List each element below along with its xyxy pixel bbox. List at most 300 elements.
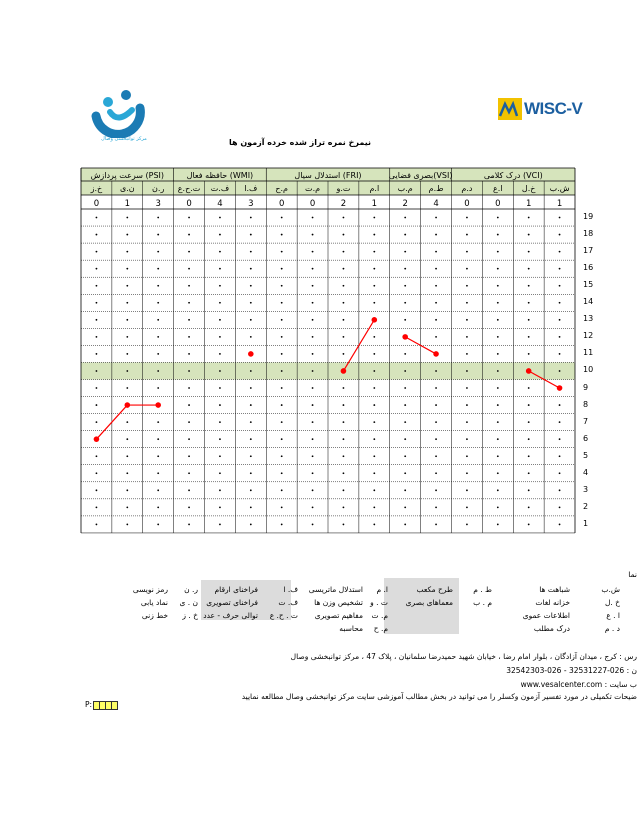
grid-dot xyxy=(126,353,128,355)
grid-dot xyxy=(497,472,499,474)
grid-dot xyxy=(528,404,530,406)
row-label: 6 xyxy=(583,433,589,443)
grid-dot xyxy=(219,421,221,423)
grid-dot xyxy=(96,251,98,253)
grid-dot xyxy=(497,387,499,389)
legend-code: ش.ب xyxy=(601,585,620,594)
grid-dot xyxy=(466,506,468,508)
legend-name: محاسبه xyxy=(339,624,363,633)
grid-dot xyxy=(559,404,561,406)
grid-dot xyxy=(157,489,159,491)
grid-dot xyxy=(281,370,283,372)
grid-dot xyxy=(250,404,252,406)
profile-point xyxy=(433,351,439,357)
grid-dot xyxy=(219,302,221,304)
legend-code: خ . ز xyxy=(182,611,198,620)
grid-dot xyxy=(528,387,530,389)
row-label: 17 xyxy=(583,246,594,256)
legend-code: ط . م xyxy=(473,585,492,594)
grid-dot xyxy=(466,421,468,423)
legend-name: شباهت ها xyxy=(539,585,570,594)
grid-dot xyxy=(188,455,190,457)
grid-dot xyxy=(343,438,345,440)
subtest-abbr: ا.ع xyxy=(493,184,503,193)
profile-point xyxy=(248,351,254,357)
grid-dot xyxy=(404,251,406,253)
website-line: ب سایت : www.vesalcenter.com xyxy=(520,680,637,689)
grid-dot xyxy=(188,370,190,372)
grid-dot xyxy=(96,268,98,270)
grid-dot xyxy=(497,353,499,355)
grid-dot xyxy=(404,268,406,270)
grid-dot xyxy=(126,217,128,219)
grid-dot xyxy=(373,336,375,338)
grid-dot xyxy=(281,217,283,219)
grid-dot xyxy=(188,472,190,474)
grid-dot xyxy=(466,455,468,457)
grid-dot xyxy=(312,336,314,338)
grid-dot xyxy=(404,370,406,372)
p-indicator xyxy=(85,700,118,710)
legend-name: فراخنای تصویری xyxy=(206,598,258,607)
grid-dot xyxy=(96,524,98,526)
grid-dot xyxy=(373,455,375,457)
grid-dot xyxy=(559,489,561,491)
grid-dot xyxy=(343,489,345,491)
legend-code: ت . و xyxy=(370,598,388,607)
grid-dot xyxy=(157,524,159,526)
grid-dot xyxy=(435,268,437,270)
address-line: رس : کرج ، میدان آزادگان ، بلوار امام رضا ، خیابان شهید حمیدرضا سلمانیان ، پلاک 47 ، مرکز توانبخشی وصال xyxy=(290,652,637,661)
grid-dot xyxy=(528,234,530,236)
grid-dot xyxy=(373,370,375,372)
grid-dot xyxy=(404,404,406,406)
subtest-abbr: ر.ن xyxy=(152,184,165,193)
grid-dot xyxy=(126,234,128,236)
grid-dot xyxy=(250,268,252,270)
grid-dot xyxy=(435,524,437,526)
grid-dot xyxy=(281,472,283,474)
grid-dot xyxy=(404,524,406,526)
grid-dot xyxy=(96,285,98,287)
grid-dot xyxy=(528,455,530,457)
grid-dot xyxy=(466,268,468,270)
grid-dot xyxy=(497,251,499,253)
subtest-score: 0 xyxy=(93,199,100,209)
grid-dot xyxy=(281,506,283,508)
grid-dot xyxy=(312,524,314,526)
grid-dot xyxy=(126,472,128,474)
grid-dot xyxy=(528,217,530,219)
grid-dot xyxy=(373,506,375,508)
grid-dot xyxy=(373,353,375,355)
subtest-score: 0 xyxy=(309,199,316,209)
grid-dot xyxy=(96,455,98,457)
grid-dot xyxy=(466,353,468,355)
grid-dot xyxy=(188,336,190,338)
grid-dot xyxy=(404,387,406,389)
grid-dot xyxy=(343,472,345,474)
grid-dot xyxy=(528,472,530,474)
grid-dot xyxy=(466,319,468,321)
grid-dot xyxy=(250,387,252,389)
row-label: 8 xyxy=(583,399,589,409)
grid-dot xyxy=(528,336,530,338)
grid-dot xyxy=(312,302,314,304)
grid-dot xyxy=(157,421,159,423)
row-label: 12 xyxy=(583,331,594,341)
grid-dot xyxy=(250,421,252,423)
grid-dot xyxy=(157,455,159,457)
grid-dot xyxy=(343,404,345,406)
grid-dot xyxy=(373,387,375,389)
grid-dot xyxy=(219,217,221,219)
row-label: 16 xyxy=(583,263,594,273)
legend-name: توالی حرف - عدد xyxy=(203,611,258,620)
grid-dot xyxy=(126,370,128,372)
grid-dot xyxy=(559,336,561,338)
grid-dot xyxy=(312,268,314,270)
wisc-logo-text: WISC-V xyxy=(524,99,583,118)
grid-dot xyxy=(404,285,406,287)
grid-dot xyxy=(312,319,314,321)
legend-name: اطلاعات عموی xyxy=(522,611,570,620)
grid-dot xyxy=(157,370,159,372)
grid-dot xyxy=(281,251,283,253)
grid-dot xyxy=(404,353,406,355)
grid-dot xyxy=(188,285,190,287)
grid-dot xyxy=(435,404,437,406)
legend-code: ا. م xyxy=(376,585,388,594)
grid-dot xyxy=(435,217,437,219)
grid-dot xyxy=(343,251,345,253)
grid-dot xyxy=(96,234,98,236)
grid-dot xyxy=(312,489,314,491)
grid-dot xyxy=(157,234,159,236)
group-label: حافظه فعال (WMI) xyxy=(186,171,254,180)
grid-dot xyxy=(219,319,221,321)
subtest-abbr: ط.م xyxy=(428,184,444,193)
legend-name: خط زنی xyxy=(141,611,168,620)
grid-dot xyxy=(559,234,561,236)
subtest-score: 0 xyxy=(186,199,192,209)
subtest-score: 1 xyxy=(371,199,378,209)
grid-dot xyxy=(497,506,499,508)
grid-dot xyxy=(250,336,252,338)
grid-dot xyxy=(497,302,499,304)
grid-dot xyxy=(373,251,375,253)
grid-dot xyxy=(343,268,345,270)
grid-dot xyxy=(312,251,314,253)
legend-code: د . م xyxy=(604,624,620,633)
grid-dot xyxy=(559,217,561,219)
grid-dot xyxy=(528,524,530,526)
grid-dot xyxy=(312,455,314,457)
grid-dot xyxy=(219,404,221,406)
grid-dot xyxy=(466,438,468,440)
subtest-abbr: خ.ل xyxy=(521,184,536,193)
legend-name: معماهای بصری xyxy=(405,598,453,607)
grid-dot xyxy=(343,387,345,389)
grid-dot xyxy=(219,370,221,372)
subtest-abbr: ش.ب xyxy=(549,184,570,193)
subtest-abbr: ا.م xyxy=(369,184,380,193)
grid-dot xyxy=(157,251,159,253)
grid-dot xyxy=(497,217,499,219)
grid-dot xyxy=(373,489,375,491)
grid-dot xyxy=(188,217,190,219)
subtest-score: 2 xyxy=(402,199,408,209)
grid-dot xyxy=(188,524,190,526)
grid-dot xyxy=(528,268,530,270)
grid-dot xyxy=(559,421,561,423)
logo-caption: مرکز توانبخشی وصال xyxy=(101,136,147,142)
grid-dot xyxy=(96,489,98,491)
grid-dot xyxy=(559,438,561,440)
grid-dot xyxy=(373,285,375,287)
grid-dot xyxy=(219,506,221,508)
grid-dot xyxy=(528,506,530,508)
subtest-abbr: ف.ا xyxy=(244,184,258,193)
profile-point xyxy=(402,334,408,340)
subtest-score: 1 xyxy=(556,199,563,209)
grid-dot xyxy=(281,455,283,457)
grid-dot xyxy=(497,285,499,287)
grid-dot xyxy=(126,506,128,508)
grid-dot xyxy=(373,421,375,423)
legend-code: ف. ا xyxy=(283,585,298,594)
grid-dot xyxy=(281,336,283,338)
grid-dot xyxy=(559,268,561,270)
page-title: نیمرخ نمره تراز شده خرده آزمون ها xyxy=(229,138,371,147)
grid-dot xyxy=(188,268,190,270)
grid-dot xyxy=(188,421,190,423)
subtest-abbr: د.م xyxy=(461,184,473,193)
row-label: 5 xyxy=(583,450,589,460)
grid-dot xyxy=(497,524,499,526)
grid-dot xyxy=(312,217,314,219)
grid-dot xyxy=(435,234,437,236)
grid-dot xyxy=(466,336,468,338)
grid-dot xyxy=(219,387,221,389)
profile-point xyxy=(557,385,563,391)
grid-dot xyxy=(312,421,314,423)
grid-dot xyxy=(404,489,406,491)
grid-dot xyxy=(157,319,159,321)
subtest-score: 2 xyxy=(340,199,347,209)
legend-code: خ .ل xyxy=(604,598,620,607)
grid-dot xyxy=(559,472,561,474)
grid-dot xyxy=(559,319,561,321)
grid-dot xyxy=(435,370,437,372)
grid-dot xyxy=(157,336,159,338)
grid-dot xyxy=(528,438,530,440)
legend-name: فراخنای ارقام xyxy=(214,585,258,594)
grid-dot xyxy=(281,524,283,526)
subtest-abbr: ت.ح.ع xyxy=(177,184,201,193)
grid-dot xyxy=(126,489,128,491)
grid-dot xyxy=(250,370,252,372)
row-label: 19 xyxy=(583,212,594,221)
grid-dot xyxy=(373,472,375,474)
grid-dot xyxy=(219,455,221,457)
grid-dot xyxy=(343,455,345,457)
row-label: 14 xyxy=(583,297,594,307)
grid-dot xyxy=(250,319,252,321)
profile-point xyxy=(372,317,378,323)
grid-dot xyxy=(343,302,345,304)
legend-name: رمز نویسی xyxy=(132,585,168,594)
profile-point xyxy=(125,402,131,408)
subtest-abbr: خ.ز xyxy=(90,184,103,193)
grid-dot xyxy=(497,421,499,423)
grid-dot xyxy=(312,404,314,406)
grid-dot xyxy=(404,472,406,474)
grid-dot xyxy=(559,302,561,304)
grid-dot xyxy=(281,302,283,304)
grid-dot xyxy=(435,489,437,491)
legend-code: م. ح xyxy=(373,624,388,633)
grid-dot xyxy=(435,285,437,287)
grid-dot xyxy=(312,438,314,440)
grid-dot xyxy=(96,472,98,474)
grid-dot xyxy=(435,319,437,321)
grid-dot xyxy=(250,506,252,508)
group-label: درک کلامی (VCI) xyxy=(483,171,543,180)
row-label: 15 xyxy=(583,280,594,290)
grid-dot xyxy=(281,489,283,491)
grid-dot xyxy=(281,285,283,287)
grid-dot xyxy=(559,455,561,457)
legend-code: ن . ی xyxy=(179,598,198,607)
grid-dot xyxy=(126,302,128,304)
grid-dot xyxy=(466,524,468,526)
grid-dot xyxy=(219,438,221,440)
grid-dot xyxy=(219,353,221,355)
subtest-score: 4 xyxy=(217,199,223,209)
row-label: 4 xyxy=(583,467,589,477)
grid-dot xyxy=(126,524,128,526)
grid-dot xyxy=(188,404,190,406)
grid-dot xyxy=(157,302,159,304)
legend-code: ر. ن xyxy=(184,585,198,594)
p-label: P: xyxy=(85,700,93,709)
legend-name: طرح مکعب xyxy=(416,585,453,594)
profile-point xyxy=(526,368,532,374)
grid-dot xyxy=(435,506,437,508)
grid-dot xyxy=(435,455,437,457)
grid-dot xyxy=(219,285,221,287)
grid-dot xyxy=(466,489,468,491)
grid-dot xyxy=(373,217,375,219)
grid-dot xyxy=(343,285,345,287)
p-cell xyxy=(111,701,118,710)
grid-dot xyxy=(559,285,561,287)
grid-dot xyxy=(126,319,128,321)
row-label: 1 xyxy=(583,518,589,528)
grid-dot xyxy=(188,506,190,508)
subtest-score: 1 xyxy=(525,199,532,209)
grid-dot xyxy=(466,387,468,389)
grid-dot xyxy=(157,285,159,287)
grid-dot xyxy=(343,506,345,508)
grid-dot xyxy=(343,234,345,236)
grid-dot xyxy=(528,251,530,253)
grid-dot xyxy=(96,421,98,423)
note-line: ضیحات تکمیلی در مورد تفسیر آزمون وکسلر را می توانید در بخش مطالب آموزشی سایت مرکز توانبخشی وصال مطالعه نمایید xyxy=(241,692,637,701)
grid-dot xyxy=(497,319,499,321)
grid-dot xyxy=(157,353,159,355)
subtest-abbr: م.ت xyxy=(305,184,321,193)
row-label: 3 xyxy=(583,484,589,494)
grid-dot xyxy=(126,268,128,270)
grid-dot xyxy=(404,506,406,508)
grid-dot xyxy=(559,370,561,372)
grid-dot xyxy=(219,251,221,253)
grid-dot xyxy=(188,353,190,355)
grid-dot xyxy=(219,336,221,338)
subtest-abbr: ن.ی xyxy=(119,184,135,193)
grid-dot xyxy=(188,251,190,253)
grid-dot xyxy=(312,387,314,389)
grid-dot xyxy=(528,319,530,321)
grid-dot xyxy=(559,524,561,526)
grid-dot xyxy=(157,387,159,389)
row-label: 9 xyxy=(583,382,589,392)
grid-dot xyxy=(188,387,190,389)
grid-dot xyxy=(497,489,499,491)
grid-dot xyxy=(219,472,221,474)
legend-code: م . ب xyxy=(473,598,492,607)
grid-dot xyxy=(250,285,252,287)
grid-dot xyxy=(219,268,221,270)
grid-dot xyxy=(157,472,159,474)
grid-dot xyxy=(373,302,375,304)
legend-name: درک مطلب xyxy=(533,624,570,633)
grid-dot xyxy=(312,472,314,474)
grid-dot xyxy=(312,506,314,508)
grid-dot xyxy=(373,524,375,526)
grid-dot xyxy=(157,217,159,219)
profile-point xyxy=(155,402,161,408)
legend-name: خزانه لغات xyxy=(535,598,570,607)
grid-dot xyxy=(96,336,98,338)
grid-dot xyxy=(343,217,345,219)
subtest-score: 4 xyxy=(433,199,439,209)
grid-dot xyxy=(96,302,98,304)
grid-dot xyxy=(497,370,499,372)
grid-dot xyxy=(312,370,314,372)
grid-dot xyxy=(373,438,375,440)
grid-dot xyxy=(188,302,190,304)
grid-dot xyxy=(528,489,530,491)
grid-dot xyxy=(250,472,252,474)
grid-dot xyxy=(96,387,98,389)
grid-dot xyxy=(343,421,345,423)
grid-dot xyxy=(188,234,190,236)
row-label: 18 xyxy=(583,229,594,239)
grid-dot xyxy=(559,251,561,253)
grid-dot xyxy=(157,438,159,440)
grid-dot xyxy=(157,506,159,508)
grid-dot xyxy=(126,455,128,457)
grid-dot xyxy=(497,438,499,440)
profile-point xyxy=(341,368,347,374)
grid-dot xyxy=(404,217,406,219)
grid-dot xyxy=(435,387,437,389)
legend-name: استدلال ماتریسی xyxy=(308,585,363,594)
grid-dot xyxy=(466,404,468,406)
